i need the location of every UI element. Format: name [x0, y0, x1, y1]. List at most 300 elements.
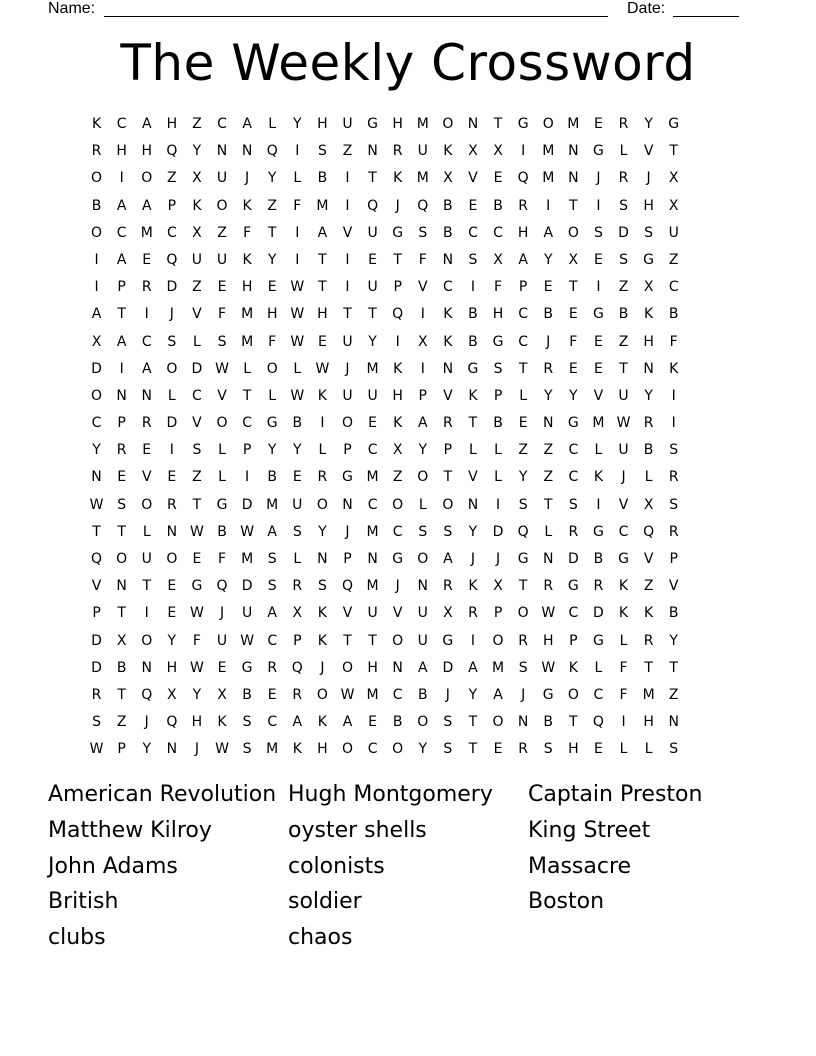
grid-letter: G	[517, 116, 529, 132]
grid-letter: T	[92, 523, 101, 540]
grid-letter: A	[317, 224, 328, 241]
grid-letter: B	[292, 415, 303, 432]
grid-letter: W	[290, 333, 305, 350]
grid-letter: E	[117, 469, 127, 486]
grid-letter: K	[393, 415, 403, 432]
grid-row	[84, 303, 732, 330]
grid-letter: J	[495, 551, 501, 567]
grid-letter: L	[644, 741, 653, 758]
grid-letter: S	[518, 496, 528, 513]
grid-letter: G	[592, 306, 604, 323]
grid-letter: Q	[91, 551, 103, 567]
grid-letter: V	[668, 578, 679, 595]
date-blank-line[interactable]	[673, 0, 739, 17]
grid-letter: E	[267, 279, 277, 296]
grid-letter: K	[669, 360, 679, 377]
grid-letter: E	[292, 469, 302, 486]
grid-letter: O	[216, 415, 228, 432]
grid-letter: S	[568, 496, 578, 513]
grid-letter: L	[268, 387, 277, 404]
grid-letter: F	[217, 306, 227, 323]
grid-letter: F	[268, 333, 277, 350]
grid-letter: B	[242, 686, 252, 703]
grid-letter: G	[592, 632, 604, 649]
grid-letter: Z	[192, 116, 202, 132]
grid-letter: T	[393, 251, 402, 268]
grid-row	[84, 195, 732, 222]
word-bank-item: clubs	[48, 925, 106, 951]
grid-letter: L	[243, 360, 252, 377]
grid-letter: E	[568, 360, 578, 377]
grid-letter: Y	[644, 387, 653, 404]
grid-letter: O	[341, 659, 353, 676]
grid-letter: Y	[167, 632, 177, 649]
grid-letter: P	[92, 605, 101, 622]
grid-letter: B	[668, 605, 679, 622]
grid-letter: B	[493, 415, 503, 432]
grid-letter: E	[593, 360, 603, 377]
grid-letter: K	[468, 387, 478, 404]
grid-letter: C	[668, 279, 679, 296]
grid-letter: D	[166, 415, 178, 432]
grid-letter: H	[367, 659, 378, 676]
grid-letter: R	[91, 686, 102, 703]
grid-letter: R	[643, 415, 654, 432]
grid-letter: U	[342, 333, 353, 350]
grid-letter: M	[316, 197, 329, 214]
grid-letter: E	[368, 251, 377, 268]
grid-letter: S	[317, 578, 327, 595]
grid-letter: S	[443, 741, 453, 758]
grid-letter: O	[542, 116, 554, 132]
grid-letter: A	[242, 116, 252, 132]
grid-letter: B	[493, 197, 503, 214]
grid-letter: J	[194, 741, 199, 758]
grid-letter: E	[142, 442, 152, 459]
grid-letter: T	[267, 224, 277, 241]
grid-letter: T	[318, 279, 327, 296]
grid-letter: H	[643, 333, 654, 350]
grid-letter: M	[542, 143, 555, 160]
grid-letter: L	[619, 632, 628, 649]
grid-letter: O	[341, 741, 353, 758]
grid-letter: O	[316, 496, 328, 513]
grid-letter: O	[517, 605, 529, 622]
grid-letter: P	[669, 551, 678, 567]
grid-letter: A	[292, 714, 303, 731]
grid-row	[84, 575, 732, 602]
grid-letter: Q	[166, 143, 178, 160]
grid-letter: P	[293, 632, 302, 649]
grid-row	[84, 711, 732, 738]
grid-letter: D	[241, 496, 253, 513]
grid-letter: M	[266, 741, 279, 758]
grid-letter: R	[141, 279, 152, 296]
grid-letter: X	[192, 224, 202, 241]
grid-letter: F	[619, 686, 628, 703]
grid-letter: I	[345, 170, 350, 187]
grid-letter: N	[116, 578, 127, 595]
grid-letter: B	[468, 333, 478, 350]
grid-letter: Q	[166, 714, 178, 731]
grid-letter: W	[190, 605, 204, 622]
grid-letter: H	[317, 741, 328, 758]
grid-letter: Y	[418, 442, 428, 459]
grid-letter: U	[417, 143, 428, 160]
grid-letter: J	[445, 686, 450, 703]
grid-letter: G	[517, 551, 529, 567]
grid-letter: Y	[569, 387, 578, 404]
grid-letter: M	[241, 333, 254, 350]
grid-letter: C	[116, 116, 127, 132]
grid-letter: S	[644, 224, 654, 241]
grid-letter: A	[141, 116, 152, 132]
grid-letter: S	[418, 523, 428, 540]
date-label: Date:	[627, 0, 666, 17]
grid-letter: X	[493, 578, 503, 595]
grid-letter: G	[668, 116, 680, 132]
grid-letter: G	[191, 578, 203, 595]
grid-letter: O	[166, 551, 178, 567]
grid-letter: C	[468, 224, 478, 241]
grid-letter: X	[493, 143, 503, 160]
grid-letter: N	[442, 251, 454, 268]
grid-letter: E	[593, 741, 603, 758]
grid-letter: U	[342, 116, 353, 132]
grid-letter: H	[116, 143, 127, 160]
grid-letter: M	[366, 686, 379, 703]
grid-letter: T	[142, 578, 152, 595]
grid-letter: G	[643, 251, 655, 268]
grid-letter: T	[117, 686, 126, 703]
grid-letter: V	[217, 387, 227, 404]
grid-letter: Z	[643, 578, 654, 595]
name-label: Name:	[48, 0, 96, 17]
grid-letter: I	[345, 197, 350, 214]
grid-row	[84, 657, 732, 684]
grid-letter: O	[266, 360, 278, 377]
grid-letter: R	[543, 578, 554, 595]
grid-letter: C	[518, 306, 529, 323]
grid-letter: O	[417, 551, 429, 567]
grid-letter: J	[395, 578, 400, 595]
grid-row	[84, 140, 732, 167]
grid-letter: J	[646, 170, 651, 187]
grid-letter: H	[317, 116, 328, 132]
grid-letter: B	[443, 224, 453, 241]
grid-letter: E	[167, 469, 177, 486]
grid-letter: L	[318, 442, 327, 459]
grid-letter: E	[267, 686, 277, 703]
grid-letter: L	[519, 387, 528, 404]
word-bank-item: Hugh Montgomery	[288, 782, 493, 807]
grid-letter: M	[366, 578, 379, 595]
grid-letter: L	[293, 551, 302, 567]
grid-letter: S	[217, 333, 227, 350]
grid-letter: Y	[267, 251, 277, 268]
grid-row	[84, 358, 732, 385]
grid-letter: I	[495, 496, 501, 513]
grid-letter: W	[89, 496, 104, 513]
grid-letter: P	[418, 387, 427, 404]
grid-letter: H	[492, 306, 504, 323]
grid-letter: A	[417, 659, 428, 676]
grid-letter: M	[642, 686, 655, 703]
grid-letter: E	[368, 714, 377, 731]
grid-letter: M	[266, 496, 279, 513]
grid-letter: V	[342, 224, 353, 241]
grid-letter: A	[543, 224, 554, 241]
grid-letter: K	[568, 659, 578, 676]
grid-letter: K	[217, 714, 227, 731]
grid-letter: M	[366, 523, 379, 540]
grid-letter: T	[569, 714, 578, 731]
grid-letter: U	[216, 632, 228, 649]
grid-row	[84, 494, 732, 521]
grid-letter: X	[468, 143, 478, 160]
grid-letter: U	[367, 279, 378, 296]
grid-letter: U	[292, 496, 303, 513]
grid-letter: S	[518, 659, 528, 676]
grid-letter: S	[418, 224, 428, 241]
grid-letter: Q	[592, 714, 604, 731]
grid-letter: L	[293, 360, 302, 377]
grid-letter: I	[596, 496, 601, 513]
grid-letter: I	[245, 469, 250, 486]
grid-letter: I	[295, 251, 300, 268]
grid-letter: Q	[291, 659, 303, 676]
grid-letter: D	[91, 659, 102, 676]
grid-letter: T	[443, 469, 453, 486]
grid-letter: E	[593, 333, 603, 350]
grid-letter: X	[643, 496, 654, 513]
grid-letter: C	[392, 686, 403, 703]
grid-letter: S	[317, 143, 327, 160]
grid-letter: T	[318, 251, 327, 268]
grid-letter: H	[392, 116, 403, 132]
grid-letter: M	[492, 659, 505, 676]
grid-letter: P	[167, 197, 177, 214]
grid-row	[84, 602, 732, 629]
grid-letter: X	[192, 170, 202, 187]
grid-letter: I	[345, 279, 350, 296]
grid-letter: Y	[543, 251, 553, 268]
grid-letter: R	[618, 170, 629, 187]
grid-letter: C	[192, 387, 202, 404]
grid-letter: N	[542, 415, 554, 432]
grid-letter: Y	[267, 170, 277, 187]
grid-letter: M	[241, 306, 254, 323]
grid-letter: V	[417, 279, 428, 296]
grid-letter: A	[141, 197, 152, 214]
grid-letter: B	[317, 170, 328, 187]
grid-letter: I	[94, 279, 99, 296]
grid-letter: S	[443, 523, 453, 540]
grid-letter: A	[267, 523, 277, 540]
grid-letter: U	[367, 605, 378, 622]
grid-letter: O	[116, 551, 128, 567]
grid-letter: T	[518, 360, 528, 377]
grid-letter: U	[216, 251, 228, 268]
grid-letter: S	[669, 741, 679, 758]
grid-letter: H	[517, 224, 529, 241]
grid-letter: S	[242, 714, 252, 731]
grid-letter: R	[392, 143, 403, 160]
grid-letter: M	[567, 116, 580, 132]
grid-letter: D	[91, 360, 102, 377]
grid-letter: V	[468, 469, 478, 486]
grid-letter: J	[546, 333, 551, 350]
grid-letter: R	[116, 442, 127, 459]
grid-letter: O	[392, 741, 404, 758]
grid-letter: I	[621, 714, 626, 731]
grid-letter: R	[518, 632, 528, 649]
grid-row	[84, 466, 732, 493]
grid-letter: V	[192, 415, 202, 432]
word-bank-column	[528, 777, 758, 920]
grid-letter: Y	[468, 523, 478, 540]
grid-letter: Y	[142, 741, 152, 758]
grid-letter: Q	[166, 251, 178, 268]
grid-letter: D	[567, 551, 579, 567]
grid-letter: W	[240, 632, 255, 649]
grid-letter: Z	[342, 143, 353, 160]
grid-letter: K	[91, 116, 102, 132]
grid-letter: W	[290, 387, 305, 404]
grid-letter: I	[671, 387, 676, 404]
grid-letter: G	[266, 415, 278, 432]
grid-letter: E	[593, 116, 603, 132]
grid-row	[84, 385, 732, 412]
grid-letter: M	[241, 551, 254, 567]
grid-letter: P	[117, 415, 126, 432]
grid-letter: H	[141, 143, 152, 160]
grid-letter: C	[568, 442, 579, 459]
grid-letter: O	[417, 714, 429, 731]
grid-letter: I	[119, 170, 124, 187]
grid-letter: N	[417, 578, 428, 595]
grid-row	[84, 521, 732, 548]
grid-letter: A	[417, 415, 428, 432]
grid-letter: Y	[267, 442, 277, 459]
grid-letter: A	[141, 360, 152, 377]
grid-letter: C	[618, 523, 629, 540]
grid-letter: J	[470, 551, 476, 567]
grid-row	[84, 331, 732, 358]
grid-letter: L	[293, 170, 302, 187]
grid-letter: X	[392, 442, 403, 459]
grid-letter: B	[468, 306, 478, 323]
grid-letter: C	[442, 279, 453, 296]
grid-letter: L	[469, 442, 477, 459]
grid-letter: R	[518, 741, 528, 758]
grid-letter: V	[468, 170, 478, 187]
grid-letter: G	[392, 551, 404, 567]
grid-letter: I	[144, 605, 149, 622]
grid-letter: A	[342, 714, 353, 731]
grid-letter: R	[518, 197, 528, 214]
grid-letter: R	[317, 469, 328, 486]
grid-letter: T	[569, 197, 578, 214]
grid-letter: L	[142, 523, 151, 540]
grid-letter: C	[166, 224, 177, 241]
grid-letter: O	[492, 632, 504, 649]
grid-letter: U	[216, 170, 228, 187]
grid-letter: Q	[141, 686, 153, 703]
grid-letter: G	[492, 333, 504, 350]
grid-letter: X	[167, 686, 177, 703]
grid-letter: X	[668, 197, 679, 214]
grid-letter: E	[568, 306, 578, 323]
grid-letter: N	[467, 116, 479, 132]
grid-letter: N	[241, 143, 253, 160]
grid-letter: F	[494, 279, 503, 296]
grid-letter: B	[417, 686, 428, 703]
grid-letter: A	[267, 605, 277, 622]
name-blank-line[interactable]	[104, 0, 608, 17]
grid-letter: F	[217, 551, 227, 567]
grid-letter: C	[242, 415, 252, 432]
grid-letter: I	[119, 360, 124, 377]
grid-letter: U	[191, 251, 203, 268]
grid-letter: B	[618, 306, 629, 323]
grid-letter: L	[494, 469, 502, 486]
grid-letter: Z	[668, 251, 679, 268]
grid-letter: Q	[266, 143, 278, 160]
grid-letter: N	[367, 551, 378, 567]
grid-letter: C	[267, 714, 278, 731]
grid-letter: A	[91, 306, 102, 323]
grid-letter: B	[543, 306, 554, 323]
grid-letter: M	[542, 170, 555, 187]
grid-letter: W	[541, 605, 556, 622]
grid-letter: Z	[618, 333, 629, 350]
grid-letter: J	[219, 605, 225, 622]
grid-letter: G	[592, 143, 604, 160]
grid-letter: O	[91, 387, 103, 404]
grid-letter: G	[442, 632, 454, 649]
grid-letter: W	[89, 741, 104, 758]
grid-letter: T	[468, 741, 478, 758]
word-search-grid	[84, 113, 732, 766]
word-bank-item: King Street	[528, 817, 651, 843]
grid-letter: R	[292, 578, 303, 595]
grid-letter: I	[546, 197, 551, 214]
grid-letter: G	[567, 578, 579, 595]
grid-letter: I	[169, 442, 174, 459]
grid-letter: Z	[668, 686, 679, 703]
grid-letter: X	[292, 605, 303, 622]
grid-letter: J	[320, 659, 325, 676]
grid-letter: W	[541, 659, 556, 676]
grid-letter: L	[594, 659, 603, 676]
grid-letter: L	[494, 442, 502, 459]
word-bank-item: John Adams	[48, 853, 178, 879]
grid-letter: D	[593, 605, 604, 622]
grid-letter: B	[392, 714, 403, 731]
grid-letter: I	[521, 143, 526, 160]
grid-letter: K	[317, 605, 327, 622]
grid-letter: S	[167, 333, 177, 350]
grid-row	[84, 276, 732, 303]
grid-letter: V	[192, 306, 202, 323]
grid-letter: C	[392, 523, 403, 540]
grid-letter: O	[567, 224, 579, 241]
grid-letter: X	[443, 170, 453, 187]
grid-letter: C	[267, 632, 278, 649]
grid-letter: M	[366, 360, 379, 377]
grid-letter: E	[192, 551, 202, 567]
